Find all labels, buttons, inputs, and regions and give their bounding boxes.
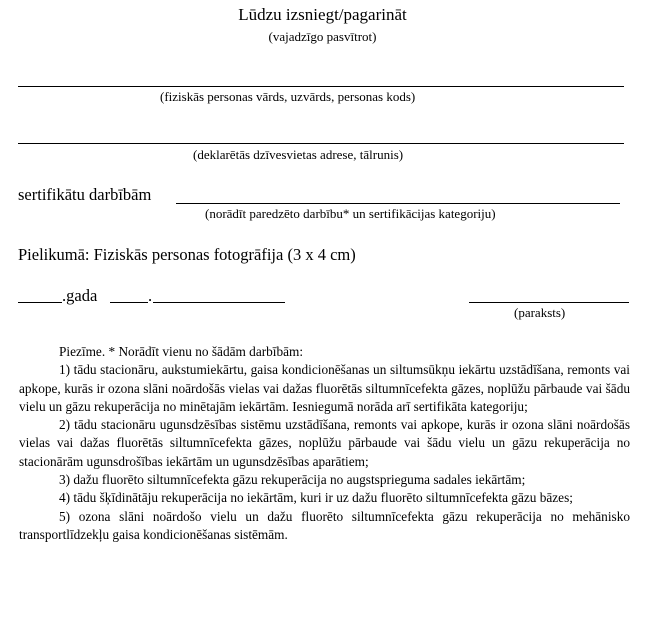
note-block (19, 343, 630, 544)
form-title: Lūdzu izsniegt/pagarināt (238, 5, 407, 24)
date-year-suffix: .gada (62, 286, 98, 305)
note-intro: Piezīme. * Norādīt vienu no šādām darbībām: (59, 344, 304, 359)
address-input-line[interactable] (18, 143, 624, 144)
person-caption: (fiziskās personas vārds, uzvārds, personas kods) (160, 89, 416, 104)
note-item-1: 1) tādu stacionāru, aukstumiekārtu, gaisa kondicionēšanas un siltumsūkņu iekārtu uzstādīšana, remonts vai apkope, kurās ir ozona slāni noārdošās vielas vai dažas fluorētās siltumnīcefekta gāzes, noplūžu pārbaude vai šādu vielu un gāzu rekuperācija no minētajām iekārtām. Iesniegumā norāda arī sertifikāta kategoriju; (19, 362, 630, 414)
attachment-text: Pielikumā: Fiziskās personas fotogrāfija (3 x 4 cm) (18, 245, 356, 264)
date-month-line[interactable] (110, 302, 148, 303)
note-item-2: 2) tādu stacionāru ugunsdzēsības sistēmu uzstādīšana, remonts vai apkope, kurās ir ozona slāni noārdošās vielas vai dažas fluorētās siltumnīcefekta gāzes, noplūžu pārbaude vai šādu vielu un gāzu rekuperācija no stacionārām ugunsdrošības iekārtām un ugunsdzēsības aparātiem; (19, 417, 630, 469)
note-item-5: 5) ozona slāni noārdošo vielu un dažu fluorēto siltumnīcefekta gāzu rekuperācija no mehānisko transportlīdzekļu gaisa kondicionēšanas sistēmām. (19, 508, 630, 542)
form-subtitle: (vajadzīgo pasvītrot) (268, 29, 377, 44)
person-input-line[interactable] (18, 86, 624, 87)
certificates-input-line[interactable] (176, 203, 620, 204)
date-day-line[interactable] (18, 302, 62, 303)
signature-line[interactable] (469, 302, 629, 303)
date-extra-line[interactable] (153, 302, 285, 303)
address-caption: (deklarētās dzīvesvietas adrese, tālrunis) (193, 147, 404, 162)
note-item-3: 3) dažu fluorēto siltumnīcefekta gāzu rekuperācija no augstsprieguma sadales iekārtām; (59, 472, 526, 488)
certificates-caption: (norādīt paredzēto darbību* un sertifikācijas kategoriju) (205, 206, 496, 221)
certificates-label: sertifikātu darbībām (18, 185, 152, 204)
date-dot: . (148, 286, 153, 305)
signature-caption: (paraksts) (514, 305, 566, 320)
note-item-4: 4) tādu šķīdinātāju rekuperācija no iekārtām, kuri ir uz dažu fluorēto siltumnīcefekta gāzu bāzes; (59, 490, 573, 506)
